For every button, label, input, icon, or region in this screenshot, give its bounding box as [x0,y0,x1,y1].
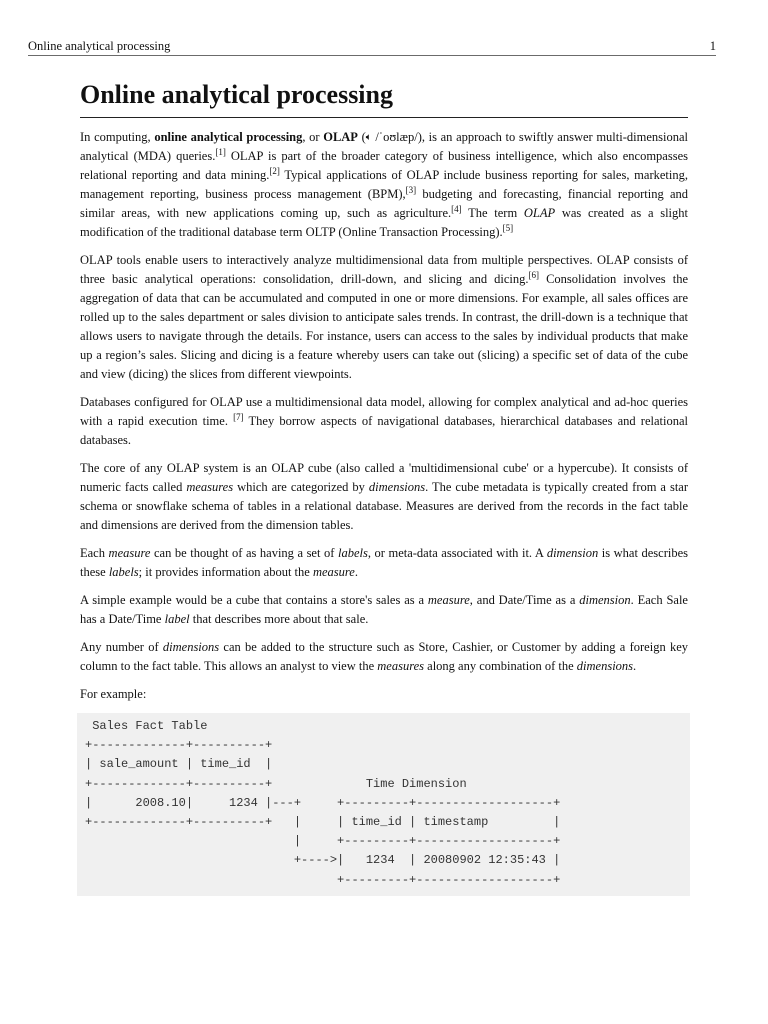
text: They borrow aspects of navigational databases, hierarchical databases and relational databases. [80,414,688,447]
text: is what describes these [80,546,688,579]
speaker-icon[interactable]: 🔈︎ [365,132,372,143]
term-italic: OLAP [523,206,556,220]
text: Databases configured for OLAP use a multidimensional data model, allowing for complex analytical and ad-hoc queries with a rapid execution time. [80,395,688,428]
term-italic: measure [108,546,151,560]
text: budgeting and forecasting, financial reporting and similar areas, with new applications coming up, such as agriculture. [80,187,689,220]
paragraph-dimensions [80,638,688,676]
citation-link[interactable]: [7] [233,412,244,422]
text: /ˈoʊlæp/), is an approach to swiftly answer multi-dimensional analytical (MDA) queries. [80,130,688,163]
citation-link[interactable]: [6] [528,270,540,280]
article-body [80,78,688,896]
text: ( [357,130,366,144]
term-italic: label [164,612,190,626]
term-bold: online analytical processing [154,130,303,144]
text: . [354,565,358,579]
text: was created as a slight modification of the traditional database term OLTP (Online Transaction Processing). [80,206,688,239]
text: , or meta-data associated with it. A [367,546,547,560]
paragraph-databases [80,393,688,450]
paragraph-olap-cube [80,459,688,535]
text: Each [80,546,109,560]
citation-link[interactable]: [5] [502,223,514,233]
text: ; it provides information about the [138,565,313,579]
text: Typical applications of OLAP include business reporting for sales, marketing, management reporting, business process management (BPM), [80,168,688,201]
paragraph-measure [80,544,688,582]
text: In computing, [80,130,155,144]
citation-link[interactable]: [3] [405,185,417,195]
text: A simple example would be a cube that contains a store's sales as a [80,593,428,607]
citation-link[interactable]: [2] [269,166,280,176]
text: . The cube metadata is typically created from a star schema or snowflake schema of tables in a relational database. Measures are derived from the records in the fact table and dimensions are derived from the dimension tables. [80,480,689,532]
page-title: Online analytical processing [80,78,688,118]
term-italic: measure [312,565,355,579]
running-header [28,37,716,56]
text: . [633,659,637,673]
text: along any combination of the [424,659,577,673]
text: that describes more about that sale. [189,612,369,626]
paragraph-operations [80,251,688,384]
text: which are categorized by [233,480,369,494]
text: The term [461,206,524,220]
page-number: 1 [709,39,716,53]
paragraph-example [80,591,688,629]
text: Any number of [80,640,163,654]
text: , and Date/Time as a [469,593,580,607]
term-bold: OLAP [323,130,358,144]
term-italic: dimensions [576,659,634,673]
term-italic: measure [427,593,470,607]
citation-link[interactable]: [4] [451,204,462,214]
citation-link[interactable]: [1] [215,147,226,157]
term-italic: dimension [579,593,631,607]
text: . Each Sale has a Date/Time [80,593,688,626]
running-title: Online analytical processing [28,39,171,53]
text: OLAP tools enable users to interactively analyze multidimensional data from multiple perspectives. OLAP consists of three basic analytical operations: consolidation, drill-down, and slicing and dicing. [80,253,688,286]
paragraph-for-example: For example: [80,687,147,701]
code-block-sales-fact-table: Sales Fact Table +-------------+----------+ | sale_amount | time_id | +-------------+----------+ Time Dimension | 2008.10| 1234 |---+ +---------+-------------------+ +-------------+----------+ | | time_id | timestamp | | +---------+-------------------+ +---->| 1234 | 20080902 12:35:43 | +---------+-------------------+ [77,713,690,896]
term-italic: dimensions [162,640,220,654]
term-italic: dimensions [368,480,426,494]
term-italic: measures [377,659,425,673]
text: , or [302,130,324,144]
term-italic: measures [186,480,234,494]
term-italic: labels [337,546,368,560]
text: The core of any OLAP system is an OLAP cube (also called a 'multidimensional cube' or a hypercube). It consists of numeric facts called [80,461,688,494]
text: can be added to the structure such as Store, Cashier, or Customer by adding a foreign key column to the fact table. This allows an analyst to view the [80,640,688,673]
text: Consolidation involves the aggregation of data that can be accumulated and computed in one or more dimensions. For example, all sales offices are rolled up to the sales department or sales division to anticipate sales trends. In contrast, the drill-down is a technique that allows users to navigate through the details. For instance, users can access to the sales by individual products that make up a region’s sales. Slicing and dicing is a feature whereby users can take out (slicing) a specific set of data of the cube and view (dicing) the slices from different viewpoints. [80,272,688,381]
term-italic: dimension [546,546,599,560]
text: can be thought of as having a set of [150,546,338,560]
paragraph-intro [80,128,688,242]
text: OLAP is part of the broader category of business intelligence, which also encompasses relational reporting and data mining. [80,149,688,182]
term-italic: labels [108,565,139,579]
